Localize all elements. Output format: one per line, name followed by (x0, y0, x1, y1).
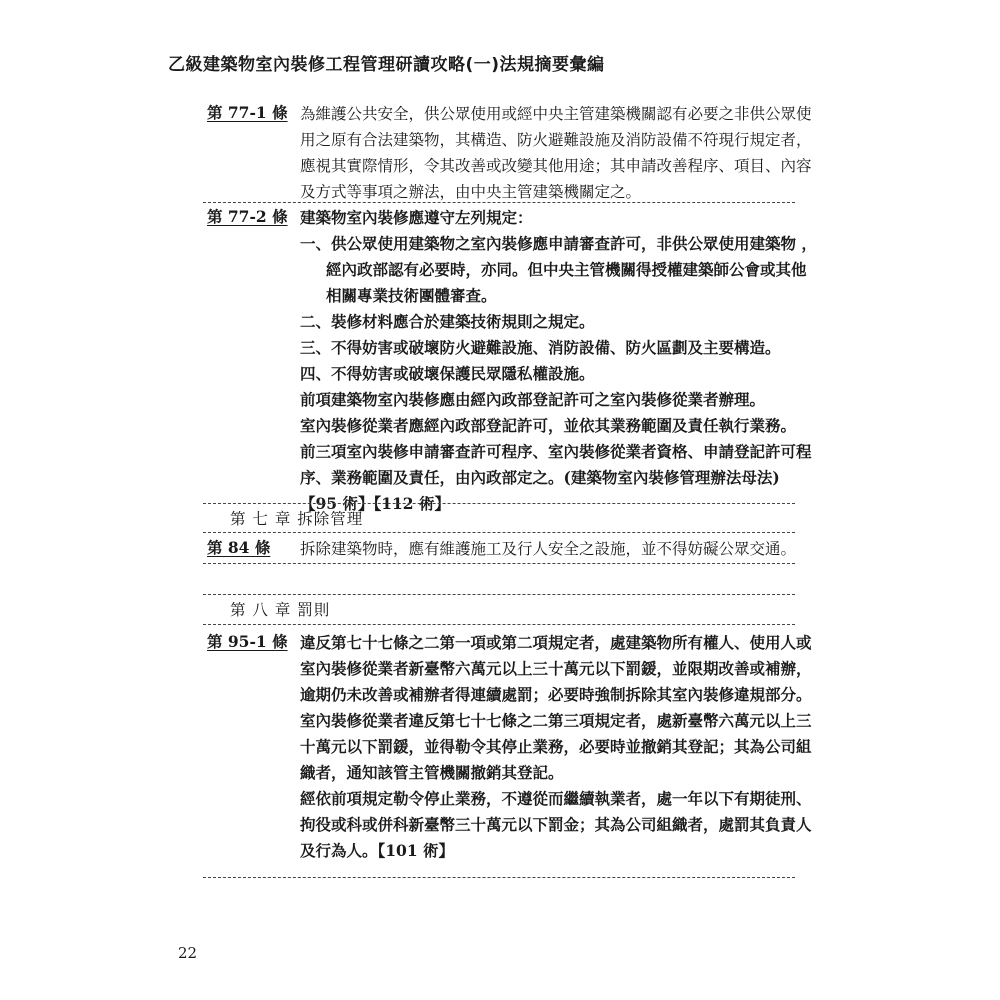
article-line: 經內政部認有必要時，亦同。但中央主管機關得授權建築師公會或其他 (326, 260, 807, 279)
article-line: 用之原有合法建築物，其構造、防火避難設施及消防設備不符現行規定者， (300, 131, 812, 149)
divider (203, 503, 795, 504)
article-line: 【95 術】【112 術】 (300, 494, 450, 513)
article-line: 及方式等事項之辦法，由中央主管建築機關定之。 (300, 183, 642, 201)
article-line: 拘役或科或併科新臺幣三十萬元以下罰金；其為公司組織者，處罰其負責人 (300, 815, 812, 834)
article-line: 前項建築物室內裝修應由經內政部登記許可之室內裝修從業者辦理。 (300, 390, 766, 409)
divider (203, 624, 795, 625)
page-number: 22 (178, 944, 198, 962)
article-line: 經依前項規定勒令停止業務，不遵從而繼續執業者，處一年以下有期徒刑、 (300, 789, 812, 808)
article-line: 織者，通知該管主管機關撤銷其登記。 (300, 763, 564, 782)
article-line: 一、供公眾使用建築物之室內裝修應申請審查許可，非供公眾使用建築物 ， (300, 234, 817, 253)
divider (203, 594, 795, 595)
article-line: 建築物室內裝修應遵守左列規定： (300, 208, 533, 227)
article-line: 室內裝修從業者應經內政部登記許可，並依其業務範圍及責任執行業務。 (300, 416, 797, 435)
divider (203, 877, 795, 878)
article-line: 序、業務範圍及責任，由內政部定之。(建築物室內裝修管理辦法母法) (300, 468, 780, 487)
chapter-heading: 第 七 章 拆除管理 (230, 510, 364, 528)
article-number: 第 77-1 條 (207, 103, 288, 122)
article-line: 相關專業技術團體審查。 (326, 286, 497, 305)
article-number: 第 95-1 條 (207, 632, 288, 651)
article-line: 前三項室內裝修申請審查許可程序、室內裝修從業者資格、申請登記許可程 (300, 442, 812, 461)
article-84 (203, 536, 795, 562)
article-line: 三、不得妨害或破壞防火避難設施、消防設備、防火區劃及主要構造。 (300, 338, 781, 357)
article-77-1 (203, 101, 812, 205)
divider (203, 202, 795, 203)
divider (203, 563, 795, 564)
article-line: 室內裝修從業者違反第七十七條之二第三項規定者，處新臺幣六萬元以上三 (300, 711, 812, 730)
article-number: 第 77-2 條 (207, 207, 288, 226)
article-line: 室內裝修從業者新臺幣六萬元以上三十萬元以下罰鍰，並限期改善或補辦， (300, 659, 812, 678)
article-line: 四、不得妨害或破壞保護民眾隱私權設施。 (300, 364, 595, 383)
article-number: 第 84 條 (207, 538, 271, 557)
article-text (300, 205, 817, 517)
article-95-1 (203, 630, 812, 870)
article-line: 違反第七十七條之二第一項或第二項規定者，處建築物所有權人、使用人或 (300, 633, 812, 652)
article-line: 拆除建築物時，應有維護施工及行人安全之設施，並不得妨礙公眾交通。 (300, 540, 797, 558)
article-77-2 (203, 205, 817, 513)
article-text (300, 630, 812, 864)
chapter-heading: 第 八 章 罰則 (230, 601, 331, 619)
article-line: 二、裝修材料應合於建築技術規則之規定。 (300, 312, 595, 331)
article-line: 及行為人。【101 術】 (300, 841, 455, 860)
article-text (300, 536, 795, 562)
running-header: 乙級建築物室內裝修工程管理研讀攻略(一)法規摘要彙編 (168, 55, 605, 75)
article-line: 為維護公共安全，供公眾使用或經中央主管建築機關認有必要之非供公眾使 (300, 105, 812, 123)
article-text (300, 101, 812, 205)
divider (203, 532, 795, 533)
article-line: 應視其實際情形，令其改善或改變其他用途；其申請改善程序、項目、內容 (300, 157, 812, 175)
article-line: 十萬元以下罰鍰，並得勒令其停止業務，必要時並撤銷其登記；其為公司組 (300, 737, 812, 756)
article-line: 逾期仍未改善或補辦者得連續處罰；必要時強制拆除其室內裝修違規部分。 (300, 685, 812, 704)
